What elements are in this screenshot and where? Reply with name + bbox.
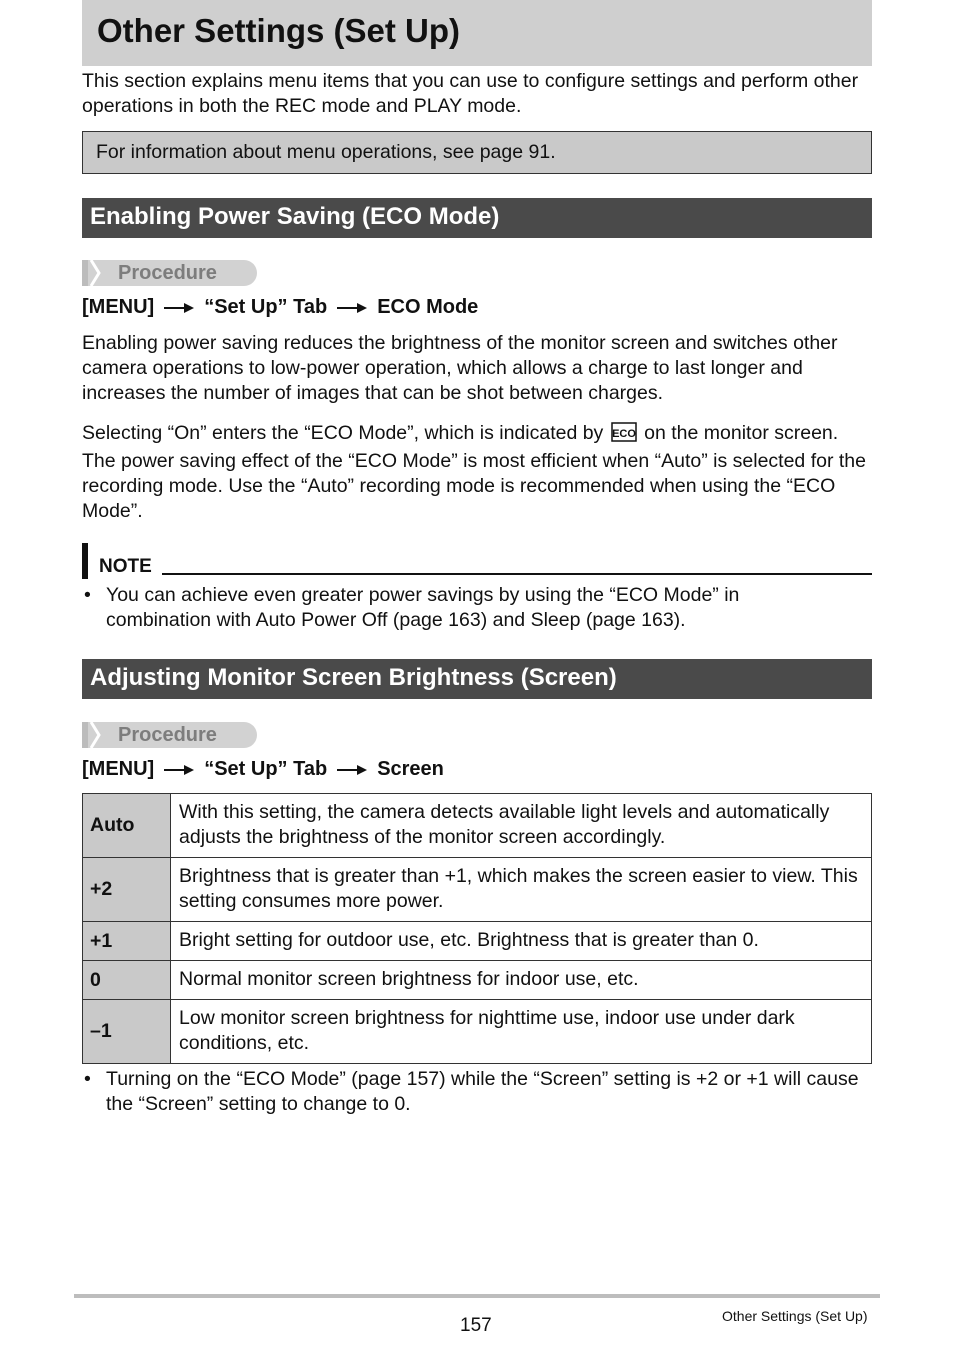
- procedure-text: Procedure: [118, 724, 217, 746]
- page-number: 157: [460, 1315, 492, 1336]
- eco-paragraph-2: [82, 421, 872, 524]
- note-label: NOTE: [99, 556, 152, 577]
- eco-para2-start: Selecting “On” enters the “ECO Mode”, which is indicated by: [82, 422, 604, 444]
- screen-bullet-text: Turning on the “ECO Mode” (page 157) while the “Screen” setting is +2 or +1 will cause the “Screen” setting to change to 0.: [106, 1068, 859, 1115]
- setting-key: –1: [83, 1000, 171, 1064]
- note-bullet-text: You can achieve even greater power savings by using the “ECO Mode” in combination with Auto Power Off (page 163) and Sleep (page 163).: [106, 584, 740, 631]
- bullet-dot: •: [84, 1068, 91, 1090]
- table-row: [83, 922, 872, 961]
- screen-settings-table: [82, 793, 872, 1064]
- menu-path-eco: [82, 296, 478, 319]
- path-step: “Set Up” Tab: [204, 758, 328, 780]
- procedure-text: Procedure: [118, 262, 217, 284]
- eco-paragraph-1: Enabling power saving reduces the brightness of the monitor screen and switches other camera operations to low-power operation, which allows a charge to last longer and increases the number of images that can be shot between charges.: [82, 332, 838, 404]
- section-heading-eco: [82, 198, 872, 238]
- setting-description: Normal monitor screen brightness for indoor use, etc.: [171, 961, 872, 1000]
- eco-mode-icon: [611, 422, 637, 449]
- intro-paragraph: This section explains menu items that you can use to configure settings and perform other operations in both the REC mode and PLAY mode.: [82, 70, 859, 117]
- setting-key: +2: [83, 858, 171, 922]
- table-row: [83, 858, 872, 922]
- footer-running-title: Other Settings (Set Up): [722, 1308, 868, 1324]
- info-box-text: For information about menu operations, see page 91.: [96, 141, 556, 163]
- procedure-label: [82, 260, 257, 286]
- setting-description: Low monitor screen brightness for nighttime use, indoor use under dark conditions, etc.: [171, 1000, 872, 1064]
- note-divider: [162, 573, 872, 575]
- table-row: [83, 1000, 872, 1064]
- arrow-right-icon: [337, 303, 367, 313]
- bullet-dot: •: [84, 584, 91, 606]
- arrow-right-icon: [164, 765, 194, 775]
- path-step: [MENU]: [82, 296, 155, 318]
- screen-bullet: [84, 1067, 874, 1117]
- arrow-right-icon: [337, 765, 367, 775]
- arrow-right-icon: [164, 303, 194, 313]
- setting-key: +1: [83, 922, 171, 961]
- svg-text:ECO: ECO: [611, 428, 636, 440]
- section-heading-text: Enabling Power Saving (ECO Mode): [90, 203, 500, 230]
- footer-divider: [74, 1294, 880, 1298]
- eco-para2-end: on the monitor screen. The power saving effect of the “ECO Mode” is most efficient when “Auto” is selected for the recording mode. Use the “Auto” recording mode is recommended when using the “ECO Mode”.: [82, 422, 866, 522]
- table-row: [83, 961, 872, 1000]
- procedure-label: [82, 722, 257, 748]
- setting-description: Brightness that is greater than +1, which makes the screen easier to view. This setting consumes more power.: [171, 858, 872, 922]
- setting-description: Bright setting for outdoor use, etc. Brightness that is greater than 0.: [171, 922, 872, 961]
- path-step: [MENU]: [82, 758, 155, 780]
- page-title: Other Settings (Set Up): [97, 12, 461, 49]
- setting-description: With this setting, the camera detects available light levels and automatically adjusts the brightness of the monitor screen accordingly.: [171, 794, 872, 858]
- path-step: ECO Mode: [377, 296, 479, 318]
- note-marker: [82, 543, 88, 579]
- setting-key: 0: [83, 961, 171, 1000]
- section-heading-text: Adjusting Monitor Screen Brightness (Screen): [90, 664, 617, 691]
- path-step: Screen: [377, 758, 444, 780]
- info-box: [82, 131, 872, 174]
- path-step: “Set Up” Tab: [204, 296, 328, 318]
- setting-key: Auto: [83, 794, 171, 858]
- table-row: [83, 794, 872, 858]
- section-heading-screen: [82, 659, 872, 699]
- note-bullet: [84, 583, 874, 633]
- menu-path-screen: [82, 758, 444, 781]
